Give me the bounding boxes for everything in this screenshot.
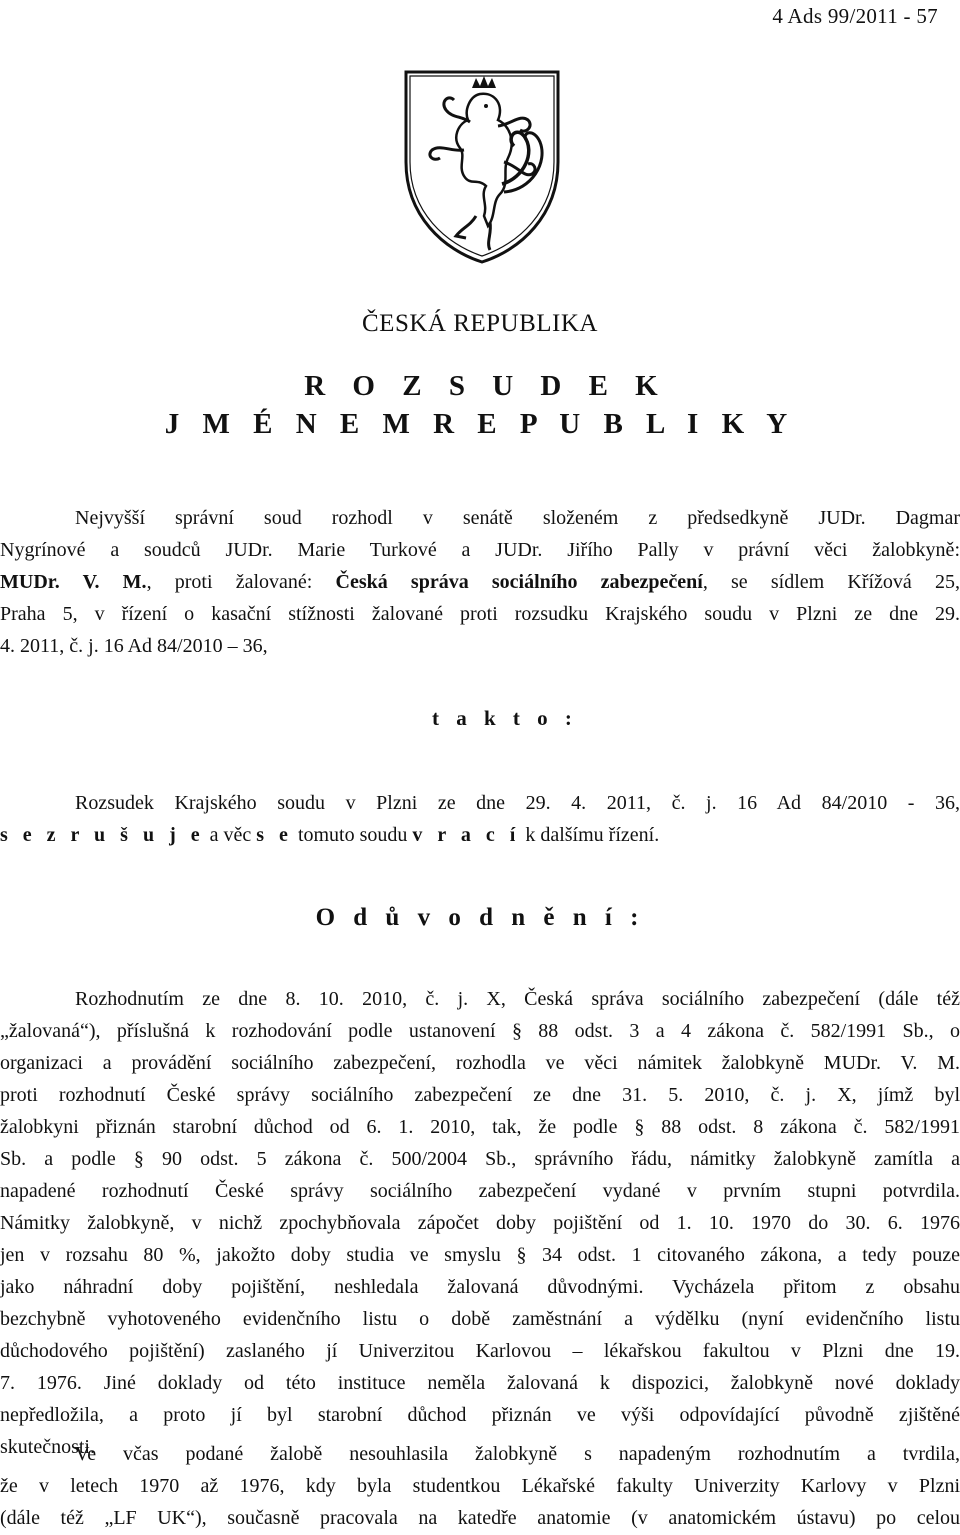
- reasoning-line: proti rozhodnutí České správy sociálního zabezpečení ze dne 31. 5. 2010, č. j. X, jímž byl: [0, 1084, 960, 1106]
- reasoning-heading: O d ů v o d n ě n í :: [315, 904, 645, 931]
- case-reference: 4 Ads 99/2011 - 57: [772, 4, 938, 28]
- reasoning-line: „žalovaná“), příslušná k rozhodování podle ustanovení § 88 odst. 3 a 4 zákona č. 582/1991 Sb., o: [0, 1020, 960, 1042]
- decision-line-1: Rozsudek Krajského soudu v Plzni ze dne 29. 4. 2011, č. j. 16 Ad 84/2010 - 36,: [75, 792, 960, 814]
- decision-text: tomuto soudu: [292, 824, 413, 846]
- in-the-name-heading: J M É N E M R E P U B L I K Y: [164, 408, 796, 440]
- intro-line-1: Nejvyšší správní soud rozhodl v senátě složeném z předsedkyně JUDr. Dagmar: [75, 507, 960, 529]
- intro-line-5: 4. 2011, č. j. 16 Ad 84/2010 – 36,: [0, 635, 268, 657]
- intro-paragraph: [0, 502, 960, 662]
- reasoning-line: skutečnosti.: [0, 1436, 95, 1458]
- intro-text: , proti žalované:: [146, 571, 336, 593]
- reasoning-paragraph-2: [0, 1438, 960, 1534]
- reasoning-line: Ve včas podané žalobě nesouhlasila žalobkyně s napadeným rozhodnutím a tvrdila,: [75, 1443, 960, 1465]
- state-emblem-icon: [400, 66, 564, 266]
- annuls-word: s e z r u š u j e: [0, 824, 205, 846]
- intro-line-4: Praha 5, v řízení o kasační stížnosti žalované proti rozsudku Krajského soudu v Plzni ze dne 29.: [0, 603, 960, 625]
- returns-word: v r a c í: [412, 824, 521, 846]
- reasoning-line: jen v rozsahu 80 %, jakožto doby studia ve smyslu § 34 odst. 1 citovaného zákona, a tedy pouze: [0, 1244, 960, 1266]
- reasoning-line: (dále též „LF UK“), současně pracovala na katedře anatomie (v anatomickém ústavu) po celou: [0, 1507, 960, 1529]
- reasoning-line: že v letech 1970 až 1976, kdy byla studentkou Lékařské fakulty Univerzity Karlovy v Plzni: [0, 1475, 960, 1497]
- reasoning-line: důchodového pojištění) zaslaného jí Univerzitou Karlovou – lékařskou fakultou v Plzni dne 19.: [0, 1340, 960, 1362]
- plaintiff-name: MUDr. V. M.: [0, 571, 147, 593]
- reasoning-line: organizaci a provádění sociálního zabezpečení, rozhodla ve věci námitek žalobkyně MUDr. V. M.: [0, 1052, 960, 1074]
- reasoning-line: bezchybně vyhotoveného evidenčního listu o době zaměstnání a výdělku (nyní evidenčního listu: [0, 1308, 960, 1330]
- reasoning-line: žalobkyni přiznán starobní důchod od 6. 1. 2010, tak, že podle § 88 odst. 8 zákona č. 582/1991: [0, 1116, 960, 1138]
- reasoning-line: nepředložila, a proto jí byl starobní důchod přiznán ve výši odpovídající původně zjištěné: [0, 1404, 960, 1426]
- intro-line-2: Nygrínové a soudců JUDr. Marie Turkové a JUDr. Jiřího Pally v právní věci žalobkyně:: [0, 539, 960, 561]
- decision-line-2: [0, 819, 960, 851]
- decision-paragraph: [0, 787, 960, 851]
- se-word: s e: [256, 824, 293, 846]
- intro-text: , se sídlem Křížová 25,: [702, 571, 960, 593]
- intro-line-3: [0, 566, 960, 598]
- reasoning-line: jako náhradní doby pojištění, neshledala žalovaná důvodnými. Vycházela přitom z obsahu: [0, 1276, 960, 1298]
- reasoning-line: 7. 1976. Jiné doklady od této instituce neměla žalovaná k dispozici, žalobkyně nové doklady: [0, 1372, 960, 1394]
- decision-text: k dalšímu řízení.: [520, 824, 660, 846]
- reasoning-paragraph-1: [0, 983, 960, 1463]
- decision-text: a věc: [204, 824, 257, 846]
- defendant-name: Česká správa sociálního zabezpečení: [335, 571, 703, 593]
- reasoning-line: Námitky žalobkyně, v nichž zpochybňovala zápočet doby pojištění od 1. 10. 1970 do 30. 6. 1976: [0, 1212, 960, 1234]
- verdict-heading: R O Z S U D E K: [304, 370, 668, 402]
- reasoning-line: Rozhodnutím ze dne 8. 10. 2010, č. j. X, Česká správa sociálního zabezpečení (dále též: [75, 988, 960, 1010]
- takto-heading: t a k t o :: [432, 706, 578, 730]
- country-heading: ČESKÁ REPUBLIKA: [362, 310, 598, 337]
- reasoning-line: Sb. a podle § 90 odst. 5 zákona č. 500/2004 Sb., správního řádu, námitky žalobkyně zamítla a: [0, 1148, 960, 1170]
- reasoning-line: napadené rozhodnutí České správy sociálního zabezpečení vydané v prvním stupni potvrdila.: [0, 1180, 960, 1202]
